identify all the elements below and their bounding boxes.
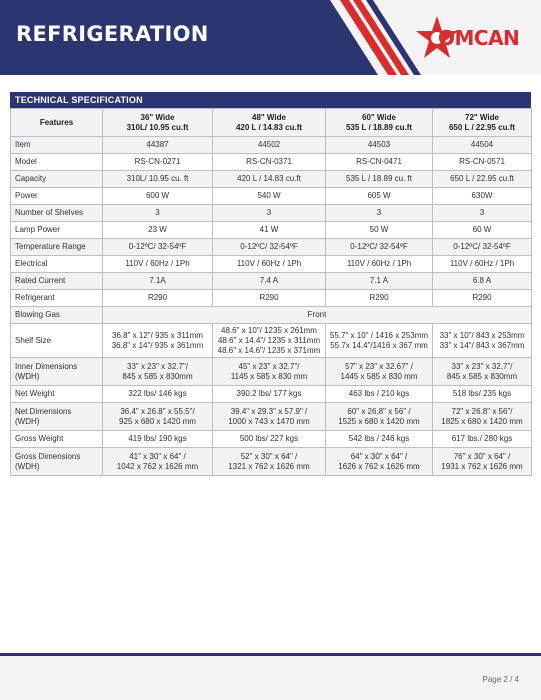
page-footer [0, 656, 541, 700]
spec-row: Net Weight 322 lbs/ 146 kgs 390.2 lbs/ 177 kgs 463 lbs / 210 kgs 518 lbs/ 235 kgs [11, 386, 532, 403]
spec-title: TECHNICAL SPECIFICATION [10, 92, 531, 108]
spec-row: Inner Dimensions (WDH) 33" x 23" x 32.7"/ 845 x 585 x 830mm 45" x 23" x 32.7"/ 1145 x 585 x 830 mm 57" x 23" x 32.67" / 1445 x 585 x 830 mm 33" x 23" x 32.7"/ 845 x 585 x 830mm [11, 358, 532, 386]
spec-row: Model RS-CN-0271 RS-CN-0371 RS-CN-0471 RS-CN-0571 [11, 154, 532, 171]
column-header: 36" Wide 310L/ 10.95 cu.ft [103, 109, 213, 137]
logo-wordmark: OMCAN [438, 26, 520, 50]
spec-row: Item 44387 44502 44503 44504 [11, 137, 532, 154]
column-header: 48" Wide 420 L / 14.83 cu.ft [213, 109, 326, 137]
header-row [11, 109, 532, 137]
page-header [0, 0, 541, 75]
features-label: Features [11, 109, 103, 137]
page-number: Page 2 / 4 [482, 675, 519, 684]
spec-row: Gross Weight 419 lbs/ 190 kgs 500 lbs/ 227 kgs 542 lbs / 246 kgs 617 lbs./ 280 kgs [11, 431, 532, 448]
spec-section [10, 92, 531, 476]
spec-row: Net Dimensions (WDH) 36.4" x 26.8" x 55.5"/ 925 x 680 x 1420 mm 39.4" x 29.3" x 57.9" / 1000 x 743 x 1470 mm 60" x 26.8" x 56" / 1525 x 680 x 1420 mm 72" x 26.8" x 56"/ 1825 x 680 x 1420 mm [11, 403, 532, 431]
page-title: REFRIGERATION [16, 22, 209, 46]
spec-row: Power 600 W 540 W 605 W 630W [11, 188, 532, 205]
spec-row: Electrical 110V / 60Hz / 1Ph 110V / 60Hz / 1Ph 110V / 60Hz / 1Ph 110V / 60Hz / 1Ph [11, 256, 532, 273]
spec-table [10, 108, 532, 476]
spec-row: Lamp Power 23 W 41 W 50 W 60 W [11, 222, 532, 239]
column-header: 72" Wide 650 L / 22.95 cu.ft [433, 109, 532, 137]
spec-row: Capacity 310L/ 10.95 cu. ft 420 L / 14.83 cu.ft 535 L / 18.89 cu. ft 650 L / 22.95 cu.ft [11, 171, 532, 188]
column-header: 60" Wide 535 L / 18.89 cu.ft [326, 109, 433, 137]
omcan-logo [414, 14, 532, 62]
spec-row: Temperature Range 0-12ºC/ 32-54ºF 0-12ºC/ 32-54ºF 0-12ºC/ 32-54ºF 0-12ºC/ 32-54ºF [11, 239, 532, 256]
spec-row: Refrigerant R290 R290 R290 R290 [11, 290, 532, 307]
spec-row-shelf-size: Shelf Size 36.8" x 12"/ 935 x 311mm 36.8" x 14"/ 935 x 361mm 48.6" x 10"/ 1235 x 261mm 48.6" x 14.4"/ 1235 x 311mm 48.6" x 14.6"/ 1235 x 371mm 55.7" x 10" / 1416 x 253mm 55.7x 14.4"/1416 x 367 mm 33" x 10"/ 843 x 253mm 33" x 14"/ 843 x 367mm [11, 324, 532, 358]
spec-row: Gross Dimensions (WDH) 41" x 30" x 64" / 1042 x 762 x 1626 mm 52" x 30" x 64" / 1321 x 762 x 1626 mm 64" x 30" x 64" / 1626 x 762 x 1626 mm 76" x 30" x 64" / 1931 x 762 x 1626 mm [11, 448, 532, 476]
spec-row-blowing-gas: Blowing Gas Front [11, 307, 532, 324]
spec-row: Rated Current 7.1A 7.4 A 7.1 A 6.8 A [11, 273, 532, 290]
spec-row: Number of Shelves 3 3 3 3 [11, 205, 532, 222]
